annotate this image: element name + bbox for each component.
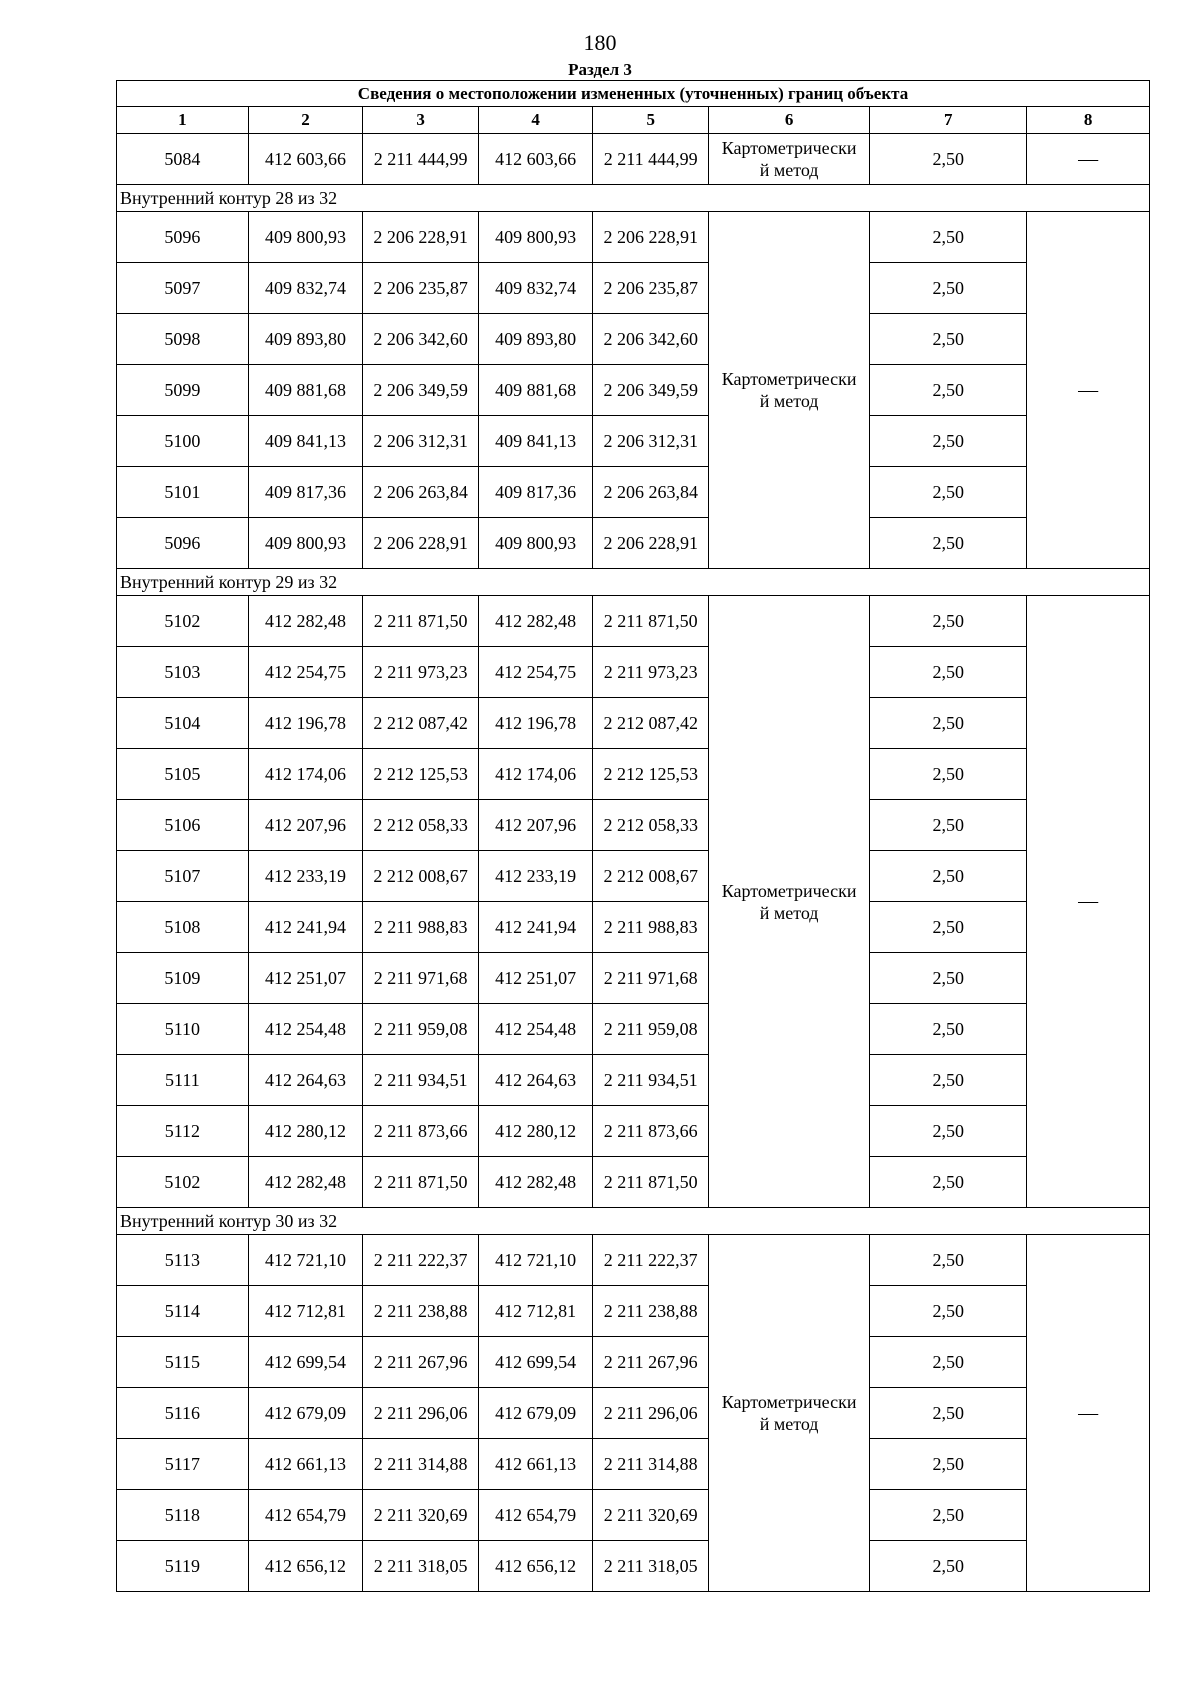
accuracy: 2,50 xyxy=(870,518,1027,569)
table-row xyxy=(117,851,1150,902)
method-line: й метод xyxy=(759,160,819,180)
y-old: 2 211 871,50 xyxy=(363,1157,479,1208)
y-old: 2 212 087,42 xyxy=(363,698,479,749)
x-old: 409 893,80 xyxy=(248,314,363,365)
section-title: Раздел 3 xyxy=(568,60,632,79)
y-new: 2 211 873,66 xyxy=(593,1106,709,1157)
y-old: 2 212 058,33 xyxy=(363,800,479,851)
y-old: 2 211 267,96 xyxy=(363,1337,479,1388)
column-number: 1 xyxy=(117,107,249,134)
point-number: 5103 xyxy=(117,647,249,698)
accuracy: 2,50 xyxy=(870,416,1027,467)
table-row xyxy=(117,698,1150,749)
x-new: 412 721,10 xyxy=(478,1235,593,1286)
y-new: 2 211 267,96 xyxy=(593,1337,709,1388)
table-row xyxy=(117,1286,1150,1337)
accuracy: 2,50 xyxy=(870,749,1027,800)
table-row xyxy=(117,1004,1150,1055)
description: — xyxy=(1027,596,1150,1208)
y-old: 2 206 235,87 xyxy=(363,263,479,314)
x-old: 412 282,48 xyxy=(248,1157,363,1208)
x-new: 409 832,74 xyxy=(478,263,593,314)
accuracy: 2,50 xyxy=(870,647,1027,698)
y-old: 2 211 934,51 xyxy=(363,1055,479,1106)
y-new: 2 211 973,23 xyxy=(593,647,709,698)
table-row xyxy=(117,647,1150,698)
description: — xyxy=(1027,212,1150,569)
y-new: 2 211 296,06 xyxy=(593,1388,709,1439)
x-old: 412 661,13 xyxy=(248,1439,363,1490)
column-number-row xyxy=(117,107,1150,134)
x-new: 412 282,48 xyxy=(478,1157,593,1208)
accuracy: 2,50 xyxy=(870,1541,1027,1592)
y-new: 2 211 934,51 xyxy=(593,1055,709,1106)
y-new: 2 212 058,33 xyxy=(593,800,709,851)
accuracy: 2,50 xyxy=(870,1055,1027,1106)
method-cell xyxy=(709,134,870,185)
y-old: 2 212 125,53 xyxy=(363,749,479,800)
x-old: 412 264,63 xyxy=(248,1055,363,1106)
accuracy: 2,50 xyxy=(870,851,1027,902)
page-number: 180 xyxy=(583,30,617,55)
y-new: 2 206 228,91 xyxy=(593,518,709,569)
accuracy: 2,50 xyxy=(870,134,1027,185)
table-row xyxy=(117,1490,1150,1541)
y-new: 2 211 314,88 xyxy=(593,1439,709,1490)
y-new: 2 211 320,69 xyxy=(593,1490,709,1541)
accuracy: 2,50 xyxy=(870,1106,1027,1157)
y-old: 2 206 263,84 xyxy=(363,467,479,518)
x-old: 412 174,06 xyxy=(248,749,363,800)
x-old: 412 654,79 xyxy=(248,1490,363,1541)
table-row xyxy=(117,134,1150,185)
y-new: 2 206 263,84 xyxy=(593,467,709,518)
accuracy: 2,50 xyxy=(870,263,1027,314)
accuracy: 2,50 xyxy=(870,902,1027,953)
accuracy: 2,50 xyxy=(870,1337,1027,1388)
accuracy: 2,50 xyxy=(870,467,1027,518)
table-row xyxy=(117,902,1150,953)
point-number: 5108 xyxy=(117,902,249,953)
description: — xyxy=(1027,134,1150,185)
accuracy: 2,50 xyxy=(870,365,1027,416)
x-old: 412 282,48 xyxy=(248,596,363,647)
table-row xyxy=(117,749,1150,800)
y-old: 2 211 296,06 xyxy=(363,1388,479,1439)
table-row xyxy=(117,1541,1150,1592)
x-old: 412 280,12 xyxy=(248,1106,363,1157)
table-row xyxy=(117,1157,1150,1208)
method-cell xyxy=(709,596,870,1208)
column-number: 3 xyxy=(363,107,479,134)
x-new: 412 656,12 xyxy=(478,1541,593,1592)
x-new: 409 817,36 xyxy=(478,467,593,518)
x-new: 412 174,06 xyxy=(478,749,593,800)
x-new: 412 196,78 xyxy=(478,698,593,749)
point-number: 5119 xyxy=(117,1541,249,1592)
y-old: 2 211 971,68 xyxy=(363,953,479,1004)
y-old: 2 206 312,31 xyxy=(363,416,479,467)
table-row xyxy=(117,953,1150,1004)
method-line: Картометрически xyxy=(721,369,857,389)
table-row xyxy=(117,314,1150,365)
point-number: 5115 xyxy=(117,1337,249,1388)
x-old: 409 841,13 xyxy=(248,416,363,467)
x-old: 412 712,81 xyxy=(248,1286,363,1337)
x-old: 409 832,74 xyxy=(248,263,363,314)
x-old: 412 721,10 xyxy=(248,1235,363,1286)
point-number: 5113 xyxy=(117,1235,249,1286)
y-old: 2 206 228,91 xyxy=(363,212,479,263)
table-row xyxy=(117,1439,1150,1490)
y-old: 2 211 320,69 xyxy=(363,1490,479,1541)
method-line: Картометрически xyxy=(721,1392,857,1412)
table-row xyxy=(117,467,1150,518)
x-new: 412 679,09 xyxy=(478,1388,593,1439)
y-old: 2 211 871,50 xyxy=(363,596,479,647)
y-new: 2 212 087,42 xyxy=(593,698,709,749)
x-old: 409 800,93 xyxy=(248,518,363,569)
accuracy: 2,50 xyxy=(870,1286,1027,1337)
y-new: 2 211 238,88 xyxy=(593,1286,709,1337)
table-row xyxy=(117,596,1150,647)
y-new: 2 211 871,50 xyxy=(593,596,709,647)
x-old: 409 800,93 xyxy=(248,212,363,263)
accuracy: 2,50 xyxy=(870,1388,1027,1439)
contour-title-row xyxy=(117,185,1150,212)
table-row xyxy=(117,1055,1150,1106)
x-old: 412 254,75 xyxy=(248,647,363,698)
table-row xyxy=(117,1337,1150,1388)
x-new: 412 699,54 xyxy=(478,1337,593,1388)
x-new: 412 254,48 xyxy=(478,1004,593,1055)
x-new: 412 251,07 xyxy=(478,953,593,1004)
point-number: 5097 xyxy=(117,263,249,314)
point-number: 5116 xyxy=(117,1388,249,1439)
y-old: 2 206 228,91 xyxy=(363,518,479,569)
x-new: 412 254,75 xyxy=(478,647,593,698)
contour-title: Внутренний контур 29 из 32 xyxy=(117,569,1150,596)
point-number: 5104 xyxy=(117,698,249,749)
x-old: 412 207,96 xyxy=(248,800,363,851)
table-row xyxy=(117,800,1150,851)
y-new: 2 211 222,37 xyxy=(593,1235,709,1286)
accuracy: 2,50 xyxy=(870,953,1027,1004)
accuracy: 2,50 xyxy=(870,596,1027,647)
point-number: 5111 xyxy=(117,1055,249,1106)
x-new: 409 841,13 xyxy=(478,416,593,467)
y-new: 2 212 125,53 xyxy=(593,749,709,800)
contour-title-row xyxy=(117,569,1150,596)
y-new: 2 206 235,87 xyxy=(593,263,709,314)
table-row xyxy=(117,1106,1150,1157)
x-new: 409 893,80 xyxy=(478,314,593,365)
point-number: 5107 xyxy=(117,851,249,902)
method-line: Картометрически xyxy=(721,880,857,901)
point-number: 5096 xyxy=(117,518,249,569)
y-old: 2 211 318,05 xyxy=(363,1541,479,1592)
x-new: 412 282,48 xyxy=(478,596,593,647)
point-number: 5102 xyxy=(117,1157,249,1208)
point-number: 5101 xyxy=(117,467,249,518)
x-old: 412 699,54 xyxy=(248,1337,363,1388)
y-new: 2 212 008,67 xyxy=(593,851,709,902)
x-old: 412 241,94 xyxy=(248,902,363,953)
y-new: 2 211 318,05 xyxy=(593,1541,709,1592)
y-old: 2 211 988,83 xyxy=(363,902,479,953)
x-new: 412 241,94 xyxy=(478,902,593,953)
y-old: 2 211 444,99 xyxy=(363,134,479,185)
point-number: 5117 xyxy=(117,1439,249,1490)
y-new: 2 211 988,83 xyxy=(593,902,709,953)
table-row xyxy=(117,416,1150,467)
x-old: 409 817,36 xyxy=(248,467,363,518)
point-number: 5105 xyxy=(117,749,249,800)
point-number: 5114 xyxy=(117,1286,249,1337)
table-row xyxy=(117,365,1150,416)
point-number: 5106 xyxy=(117,800,249,851)
point-number: 5112 xyxy=(117,1106,249,1157)
x-new: 412 264,63 xyxy=(478,1055,593,1106)
y-new: 2 206 312,31 xyxy=(593,416,709,467)
accuracy: 2,50 xyxy=(870,1157,1027,1208)
point-number: 5102 xyxy=(117,596,249,647)
accuracy: 2,50 xyxy=(870,1490,1027,1541)
x-new: 412 280,12 xyxy=(478,1106,593,1157)
accuracy: 2,50 xyxy=(870,314,1027,365)
y-new: 2 206 342,60 xyxy=(593,314,709,365)
x-new: 412 661,13 xyxy=(478,1439,593,1490)
x-new: 412 712,81 xyxy=(478,1286,593,1337)
table-caption: Сведения о местоположении измененных (уточненных) границ объекта xyxy=(117,81,1150,107)
contour-title-row xyxy=(117,1208,1150,1235)
x-old: 412 196,78 xyxy=(248,698,363,749)
description: — xyxy=(1027,1235,1150,1592)
column-number: 2 xyxy=(248,107,363,134)
point-number: 5118 xyxy=(117,1490,249,1541)
accuracy: 2,50 xyxy=(870,212,1027,263)
point-number: 5099 xyxy=(117,365,249,416)
y-old: 2 211 238,88 xyxy=(363,1286,479,1337)
x-new: 409 800,93 xyxy=(478,518,593,569)
table-row xyxy=(117,1388,1150,1439)
point-number: 5084 xyxy=(117,134,249,185)
y-old: 2 206 349,59 xyxy=(363,365,479,416)
x-new: 412 603,66 xyxy=(478,134,593,185)
method-cell xyxy=(709,1235,870,1592)
accuracy: 2,50 xyxy=(870,698,1027,749)
y-new: 2 206 349,59 xyxy=(593,365,709,416)
x-new: 412 233,19 xyxy=(478,851,593,902)
column-number: 5 xyxy=(593,107,709,134)
contour-title: Внутренний контур 28 из 32 xyxy=(117,185,1150,212)
point-number: 5110 xyxy=(117,1004,249,1055)
x-old: 412 656,12 xyxy=(248,1541,363,1592)
table-row xyxy=(117,263,1150,314)
contour-title: Внутренний контур 30 из 32 xyxy=(117,1208,1150,1235)
y-old: 2 206 342,60 xyxy=(363,314,479,365)
method-line: й метод xyxy=(759,1414,819,1434)
x-old: 412 603,66 xyxy=(248,134,363,185)
method-cell xyxy=(709,212,870,569)
x-old: 412 251,07 xyxy=(248,953,363,1004)
x-old: 412 233,19 xyxy=(248,851,363,902)
column-number: 8 xyxy=(1027,107,1150,134)
x-old: 412 254,48 xyxy=(248,1004,363,1055)
column-number: 7 xyxy=(870,107,1027,134)
column-number: 4 xyxy=(478,107,593,134)
table-row xyxy=(117,518,1150,569)
column-number: 6 xyxy=(709,107,870,134)
x-old: 409 881,68 xyxy=(248,365,363,416)
accuracy: 2,50 xyxy=(870,1004,1027,1055)
point-number: 5096 xyxy=(117,212,249,263)
y-new: 2 206 228,91 xyxy=(593,212,709,263)
table-row xyxy=(117,212,1150,263)
x-new: 409 800,93 xyxy=(478,212,593,263)
y-new: 2 211 871,50 xyxy=(593,1157,709,1208)
y-old: 2 212 008,67 xyxy=(363,851,479,902)
x-new: 412 207,96 xyxy=(478,800,593,851)
method-line: Картометрически xyxy=(721,138,857,158)
y-old: 2 211 222,37 xyxy=(363,1235,479,1286)
x-new: 412 654,79 xyxy=(478,1490,593,1541)
point-number: 5109 xyxy=(117,953,249,1004)
method-line: й метод xyxy=(759,391,819,411)
point-number: 5098 xyxy=(117,314,249,365)
y-old: 2 211 873,66 xyxy=(363,1106,479,1157)
x-new: 409 881,68 xyxy=(478,365,593,416)
accuracy: 2,50 xyxy=(870,1439,1027,1490)
y-old: 2 211 314,88 xyxy=(363,1439,479,1490)
y-old: 2 211 959,08 xyxy=(363,1004,479,1055)
accuracy: 2,50 xyxy=(870,1235,1027,1286)
table-row xyxy=(117,1235,1150,1286)
method-line: й метод xyxy=(759,902,819,923)
accuracy: 2,50 xyxy=(870,800,1027,851)
x-old: 412 679,09 xyxy=(248,1388,363,1439)
y-new: 2 211 959,08 xyxy=(593,1004,709,1055)
y-new: 2 211 444,99 xyxy=(593,134,709,185)
y-old: 2 211 973,23 xyxy=(363,647,479,698)
y-new: 2 211 971,68 xyxy=(593,953,709,1004)
coordinates-table xyxy=(116,80,1150,1592)
point-number: 5100 xyxy=(117,416,249,467)
